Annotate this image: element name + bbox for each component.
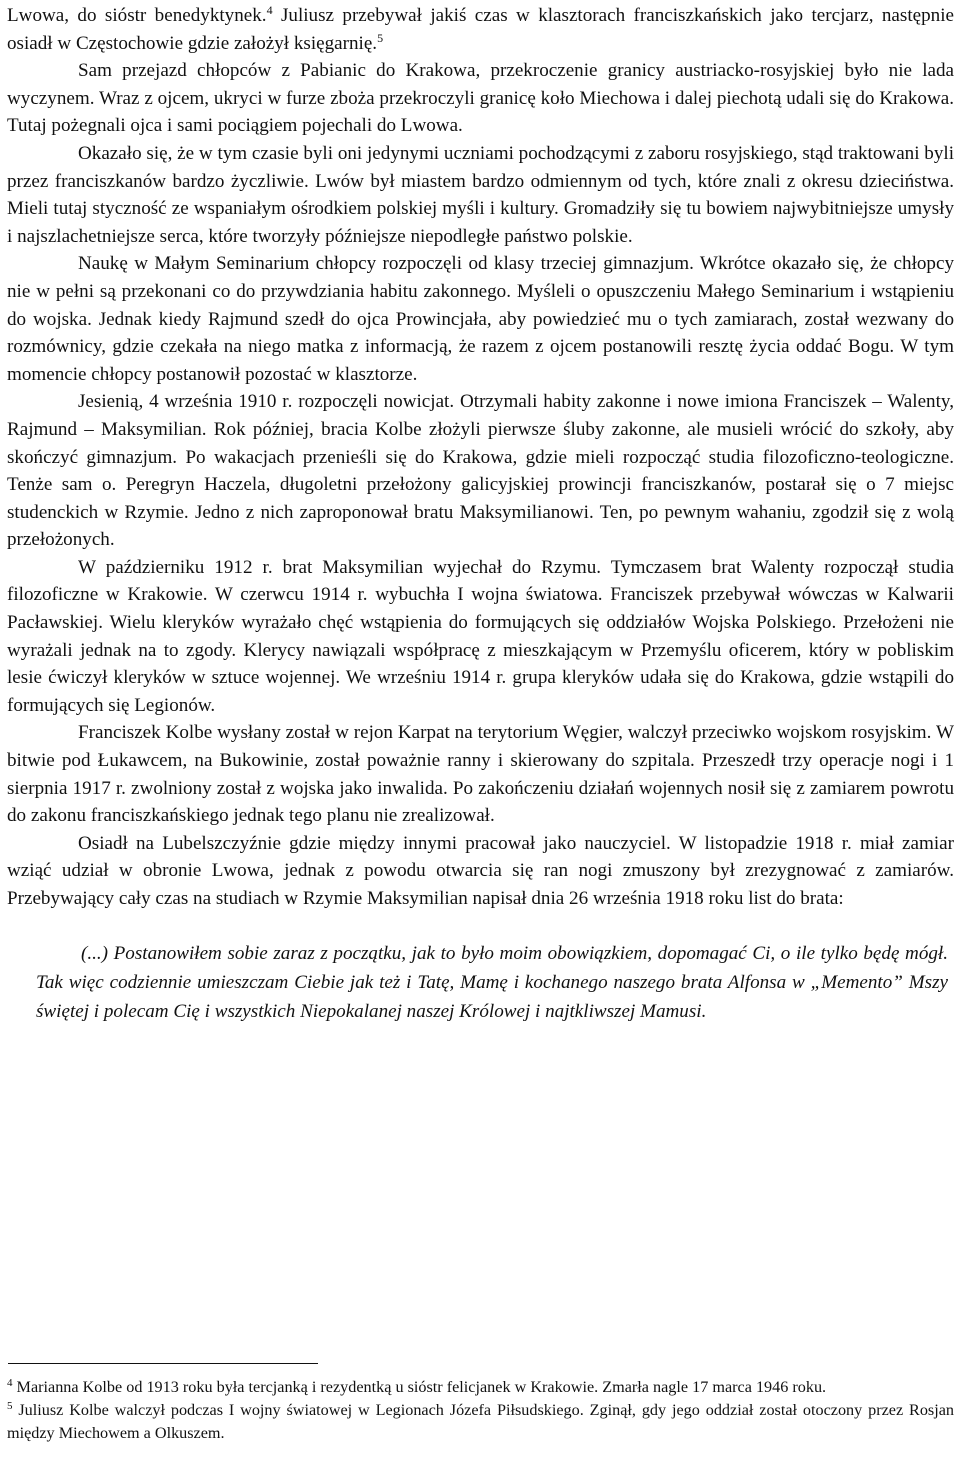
paragraph-text: Franciszek Kolbe wysłany został w rejon Karpat na terytorium Węgier, walczył przeciwko wojskom rosyjskim. W bitwie pod Łukawcem, na Bukowinie, został poważnie ranny i skierowany do szpitala. Przeszedł trzy operacje nogi i 1 sierpnia 1917 r. zwolniony został z wojska jako inwalida. Po zakończeniu działań wojennych nosił się z zamiarem powrotu do zakonu franciszkańskiego jednak tego planu nie zrealizował. — [7, 722, 954, 827]
footnote-text: Juliusz Kolbe walczył podczas I wojny światowej w Legionach Józefa Piłsudskiego. Zginął, gdy jego oddział został otoczony przez Rosjan między Miechowem a Olkuszem. — [7, 1401, 954, 1443]
quote-text: (...) Postanowiłem sobie zaraz z początku, jak to było moim obowiązkiem, dopomagać Ci, o ile tylko będę mógł. Tak więc codziennie umieszczam Ciebie jak też i Tatę, Mamę i kochanego naszego brata Alfonsa w „Memento” Mszy świętej i polecam Cię i wszystkich Niepokalanej naszej Królowej i najtkliwszej Mamusi. — [36, 942, 948, 1023]
paragraph-text: Osiadł na Lubelszczyźnie gdzie między innymi pracował jako nauczyciel. W listopadzie 1918 r. miał zamiar wziąć udział w obronie Lwowa, jednak z powodu otwarcia się ran nogi zmuszony był zrezygnować z zamiarów. Przebywający cały czas na studiach w Rzymie Maksymilian napisał dnia 26 września 1918 roku list do brata: — [7, 832, 954, 909]
letter-quote — [7, 939, 954, 1027]
footnote — [7, 1399, 954, 1445]
footnote-text: Marianna Kolbe od 1913 roku była tercjanką i rezydentką u sióstr felicjanek w Krakowie. Zmarła nagle 17 marca 1946 roku. — [12, 1378, 827, 1396]
paragraph-text: Juliusz przebywał jakiś czas w klasztorach franciszkańskich jako tercjarz, następnie osiadł w Częstochowie gdzie założył księgarnię. — [7, 5, 954, 54]
footnote — [7, 1376, 954, 1399]
paragraph-text: Naukę w Małym Seminarium chłopcy rozpoczęli od klasy trzeciej gimnazjum. Wkrótce okazało się, że chłopcy nie w pełni są przekonani co do przywdziania habitu zakonnego. Myśleli o opuszczeniu Małego Seminarium i wstąpieniu do wojska. Jednak kiedy Rajmund szedł do ojca Prowincjała, aby powiedzieć mu o tych zamiarach, został wezwany do rozmównicy, gdzie czekała na niego matka z informacją, że razem z ojcem postanowili resztę życia oddać Bogu. W tym momencie chłopcy postanowił pozostać w klasztorze. — [7, 253, 954, 385]
paragraph-text: Okazało się, że w tym czasie byli oni jedynymi uczniami pochodzącymi z zaboru rosyjskiego, stąd traktowani byli przez franciszkanów bardzo życzliwie. Lwów był miastem bardzo odmiennym od tych, które znali z okresu dzieciństwa. Mieli tutaj styczność ze wspaniałym ośrodkiem polskiej myśli i kultury. Gromadziły się tu bowiem najwybitniejsze umysły i najszlachetniejsze serca, które tworzyły późniejsze niepodległe państwo polskie. — [7, 142, 954, 247]
paragraph — [7, 140, 954, 250]
paragraph-text: Jesienią, 4 września 1910 r. rozpoczęli nowicjat. Otrzymali habity zakonne i nowe imiona Franciszek – Walenty, Rajmund – Maksymilian. Rok później, bracia Kolbe złożyli pierwsze śluby zakonne, ale musieli wrócić do szkoły, aby skończyć gimnazjum. Po wakacjach przenieśli się do Krakowa, gdzie mieli rozpocząć studia filozoficzno-teologiczne. Tenże sam o. Peregryn Haczela, długoletni przełożony galicyjskiej prowincji franciszkanów, postarał się o 7 miejsc studenckich w Rzymie. Jedno z nich zaproponował bratu Maksymilianowi. Ten, po pewnym wahaniu, zgodził się z wolą przełożonych. — [7, 391, 954, 551]
paragraph — [7, 719, 954, 829]
footnote-reference: 5 — [377, 30, 384, 45]
paragraph — [7, 250, 954, 388]
paragraph-text: W październiku 1912 r. brat Maksymilian wyjechał do Rzymu. Tymczasem brat Walenty rozpoczął studia filozoficzne w Krakowie. W czerwcu 1914 r. wybuchła I wojna światowa. Franciszek przebywał wówczas w Kalwarii Pacławskiej. Wielu kleryków wyrażało chęć wstąpienia do formujących się oddziałów Wojska Polskiego. Przełożeni nie wyrażali jednak na to zgody. Klerycy nawiązali współpracę z mieszkającym w Przemyślu oficerem, który w pobliskim lesie ćwiczył kleryków w sztuce wojennej. We wrześniu 1914 r. grupa kleryków udała się do Krakowa, gdzie wstąpili do formujących się Legionów. — [7, 556, 954, 716]
paragraph — [7, 388, 954, 554]
footnote-separator — [8, 1363, 318, 1364]
paragraph-text: Lwowa, do sióstr benedyktynek. — [7, 5, 267, 26]
paragraph — [7, 554, 954, 720]
paragraph-text: Sam przejazd chłopców z Pabianic do Krakowa, przekroczenie granicy austriacko-rosyjskiej było nie lada wyczynem. Wraz z ojcem, ukryci w furze zboża przekroczyli granicę koło Miechowa i dalej piechotą udali się do Krakowa. Tutaj pożegnali ojca i sami pociągiem pojechali do Lwowa. — [7, 60, 954, 137]
footnotes — [7, 1376, 954, 1446]
footnote-reference: 4 — [266, 3, 273, 17]
body-text — [7, 2, 954, 913]
paragraph — [7, 2, 954, 57]
paragraph — [7, 57, 954, 140]
footnote-number: 4 — [7, 1377, 13, 1389]
footnote-number: 5 — [7, 1400, 13, 1413]
paragraph — [7, 830, 954, 913]
